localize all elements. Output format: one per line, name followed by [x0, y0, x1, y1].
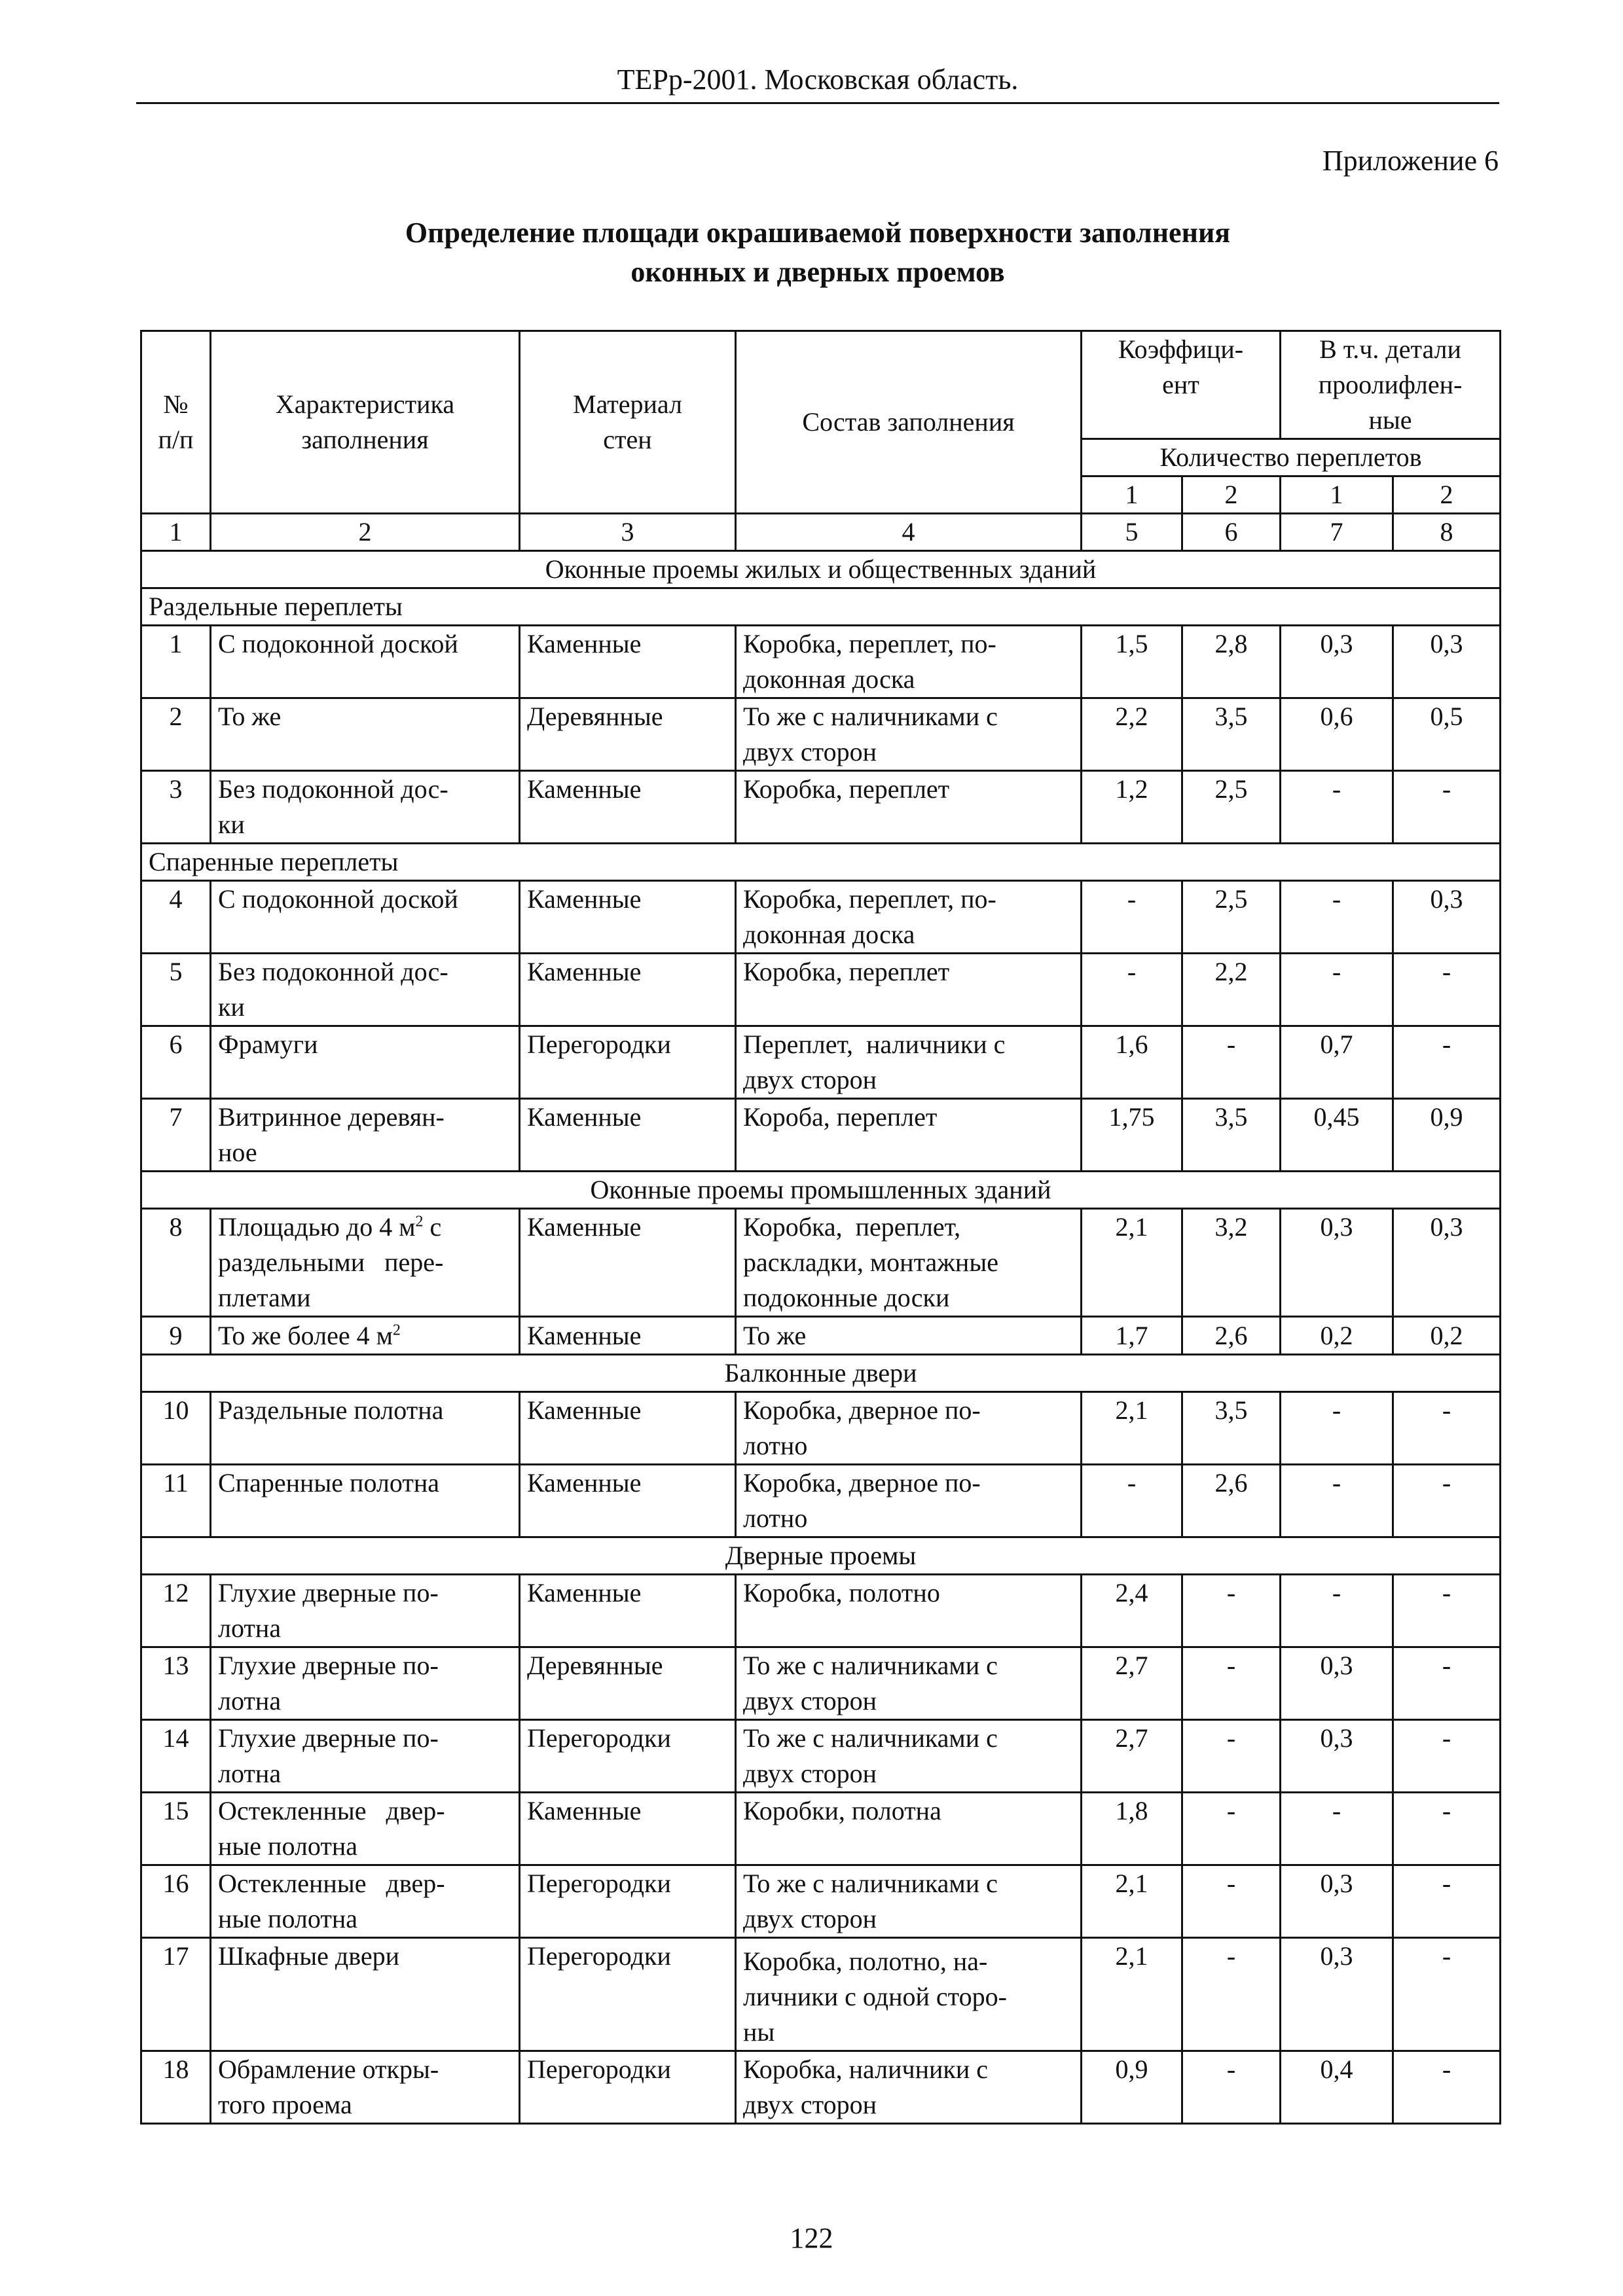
- row-number: 10: [141, 1392, 211, 1465]
- header-coefficient: Коэффици- ент: [1082, 331, 1281, 439]
- header-sub-3: 1: [1281, 476, 1393, 514]
- cell-detail-1: 0,45: [1281, 1099, 1393, 1172]
- superscript: 2: [415, 1213, 424, 1230]
- cell-detail-1: 0,7: [1281, 1026, 1393, 1099]
- cell-material: Перегородки: [520, 1026, 736, 1099]
- cell-detail-2: -: [1393, 1392, 1501, 1465]
- table-row: [141, 1793, 1501, 1865]
- cell-coef-2: 2,5: [1182, 881, 1281, 954]
- cell-detail-1: -: [1281, 1392, 1393, 1465]
- cell-detail-1: 0,3: [1281, 1209, 1393, 1317]
- cell-material: Каменные: [520, 954, 736, 1026]
- cell-coef-1: 1,2: [1082, 771, 1182, 844]
- cell-detail-1: 0,6: [1281, 698, 1393, 771]
- column-number-row: [141, 514, 1501, 551]
- cell-detail-2: -: [1393, 1465, 1501, 1537]
- cell-detail-1: -: [1281, 1465, 1393, 1537]
- cell-composition: То же с наличниками с двух сторон: [736, 1720, 1082, 1793]
- table-row: [141, 626, 1501, 698]
- col-number: 5: [1082, 514, 1182, 551]
- char-text-a: То же более 4 м: [218, 1321, 393, 1350]
- table-row: [141, 1209, 1501, 1317]
- cell-detail-1: -: [1281, 1793, 1393, 1865]
- cell-material: Каменные: [520, 1575, 736, 1647]
- cell-coef-2: -: [1182, 2051, 1281, 2124]
- cell-detail-1: -: [1281, 881, 1393, 954]
- cell-characteristic: Обрамление откры- того проема: [211, 2051, 520, 2124]
- cell-material: Перегородки: [520, 1938, 736, 2051]
- cell-characteristic: Глухие дверные по- лотна: [211, 1720, 520, 1793]
- table-row: [141, 1865, 1501, 1938]
- cell-characteristic: Фрамуги: [211, 1026, 520, 1099]
- header-incl-details: В т.ч. детали проолифлен- ные: [1281, 331, 1501, 439]
- cell-detail-1: 0,3: [1281, 626, 1393, 698]
- cell-material: Каменные: [520, 1392, 736, 1465]
- cell-coef-1: -: [1082, 881, 1182, 954]
- cell-coef-2: 2,5: [1182, 771, 1281, 844]
- cell-coef-1: 2,2: [1082, 698, 1182, 771]
- header-characteristic: Характеристика заполнения: [211, 331, 520, 514]
- cell-coef-1: 1,5: [1082, 626, 1182, 698]
- cell-material: Каменные: [520, 771, 736, 844]
- row-number: 13: [141, 1647, 211, 1720]
- section-heading: Оконные проемы промышленных зданий: [141, 1172, 1501, 1209]
- col-number: 7: [1281, 514, 1393, 551]
- cell-material: Перегородки: [520, 1865, 736, 1938]
- cell-coef-2: -: [1182, 1647, 1281, 1720]
- cell-coef-1: 0,9: [1082, 2051, 1182, 2124]
- cell-composition: Коробка, полотно: [736, 1575, 1082, 1647]
- cell-material: Каменные: [520, 1793, 736, 1865]
- row-number: 2: [141, 698, 211, 771]
- header-sub-2: 2: [1182, 476, 1281, 514]
- cell-coef-2: 2,6: [1182, 1465, 1281, 1537]
- row-number: 6: [141, 1026, 211, 1099]
- title-line-2: оконных и дверных проемов: [630, 256, 1005, 288]
- cell-composition: Коробка, переплет, по- доконная доска: [736, 626, 1082, 698]
- cell-detail-1: 0,3: [1281, 1720, 1393, 1793]
- cell-coef-2: -: [1182, 1865, 1281, 1938]
- row-number: 1: [141, 626, 211, 698]
- cell-material: Каменные: [520, 1465, 736, 1537]
- cell-characteristic: С подоконной доской: [211, 626, 520, 698]
- row-number: 5: [141, 954, 211, 1026]
- cell-detail-1: -: [1281, 771, 1393, 844]
- cell-composition: Коробка, наличники с двух сторон: [736, 2051, 1082, 2124]
- cell-characteristic: Витринное деревян- ное: [211, 1099, 520, 1172]
- cell-material: Каменные: [520, 1209, 736, 1317]
- header-sub-1: 1: [1082, 476, 1182, 514]
- cell-coef-1: 2,1: [1082, 1209, 1182, 1317]
- cell-characteristic: Глухие дверные по- лотна: [211, 1647, 520, 1720]
- row-number: 8: [141, 1209, 211, 1317]
- cell-coef-2: 3,5: [1182, 698, 1281, 771]
- cell-characteristic: Без подоконной дос- ки: [211, 771, 520, 844]
- cell-detail-2: 0,5: [1393, 698, 1501, 771]
- cell-material: Каменные: [520, 881, 736, 954]
- cell-coef-2: -: [1182, 1720, 1281, 1793]
- cell-detail-1: 0,3: [1281, 1647, 1393, 1720]
- cell-detail-1: 0,4: [1281, 2051, 1393, 2124]
- cell-coef-1: 2,7: [1082, 1647, 1182, 1720]
- cell-characteristic: [211, 1209, 520, 1317]
- table-row: [141, 771, 1501, 844]
- table-row: [141, 1938, 1501, 2051]
- cell-detail-2: -: [1393, 1647, 1501, 1720]
- table-row: [141, 1026, 1501, 1099]
- cell-composition: Коробка, переплет: [736, 954, 1082, 1026]
- cell-coef-2: 2,8: [1182, 626, 1281, 698]
- cell-characteristic: С подоконной доской: [211, 881, 520, 954]
- cell-characteristic: Остекленные двер- ные полотна: [211, 1865, 520, 1938]
- col-number: 8: [1393, 514, 1501, 551]
- cell-detail-2: -: [1393, 954, 1501, 1026]
- cell-detail-2: -: [1393, 1575, 1501, 1647]
- cell-material: Каменные: [520, 626, 736, 698]
- cell-detail-2: -: [1393, 1865, 1501, 1938]
- row-number: 3: [141, 771, 211, 844]
- cell-coef-2: -: [1182, 1938, 1281, 2051]
- row-number: 11: [141, 1465, 211, 1537]
- table-row: [141, 1392, 1501, 1465]
- row-number: 7: [141, 1099, 211, 1172]
- cell-material: Перегородки: [520, 2051, 736, 2124]
- cell-coef-2: -: [1182, 1575, 1281, 1647]
- cell-composition: Короба, переплет: [736, 1099, 1082, 1172]
- header-composition: Состав заполнения: [736, 331, 1082, 514]
- col-number: 2: [211, 514, 520, 551]
- row-number: 15: [141, 1793, 211, 1865]
- cell-composition: Коробка, дверное по- лотно: [736, 1465, 1082, 1537]
- cell-composition: То же с наличниками с двух сторон: [736, 1865, 1082, 1938]
- cell-coef-1: 2,7: [1082, 1720, 1182, 1793]
- cell-coef-1: 1,8: [1082, 1793, 1182, 1865]
- cell-detail-2: 0,3: [1393, 626, 1501, 698]
- section-heading: Дверные проемы: [141, 1537, 1501, 1575]
- cell-coef-1: -: [1082, 1465, 1182, 1537]
- row-number: 9: [141, 1317, 211, 1355]
- cell-composition: Коробка, переплет: [736, 771, 1082, 844]
- cell-detail-1: 0,2: [1281, 1317, 1393, 1355]
- header-material: Материал стен: [520, 331, 736, 514]
- cell-coef-2: -: [1182, 1793, 1281, 1865]
- cell-detail-2: -: [1393, 771, 1501, 844]
- cell-coef-1: -: [1082, 954, 1182, 1026]
- cell-detail-1: 0,3: [1281, 1938, 1393, 2051]
- cell-characteristic: Спаренные полотна: [211, 1465, 520, 1537]
- cell-detail-2: -: [1393, 1793, 1501, 1865]
- cell-composition: То же: [736, 1317, 1082, 1355]
- header-num: № п/п: [141, 331, 211, 514]
- cell-characteristic: Шкафные двери: [211, 1938, 520, 2051]
- table-row: [141, 954, 1501, 1026]
- table-row: [141, 881, 1501, 954]
- cell-composition: Коробки, полотна: [736, 1793, 1082, 1865]
- page-header: ТЕРр-2001. Московская область.: [617, 63, 1019, 96]
- row-number: 18: [141, 2051, 211, 2124]
- painting-area-table: [140, 330, 1501, 2125]
- section-heading: Оконные проемы жилых и общественных зданий: [141, 551, 1501, 588]
- row-number: 12: [141, 1575, 211, 1647]
- cell-detail-2: 0,2: [1393, 1317, 1501, 1355]
- table-row: [141, 2051, 1501, 2124]
- cell-coef-1: 2,1: [1082, 1865, 1182, 1938]
- cell-composition: Коробка, полотно, на- личники с одной сторо- ны: [736, 1938, 1082, 2051]
- group-heading: Раздельные переплеты: [141, 588, 1501, 626]
- cell-detail-1: -: [1281, 1575, 1393, 1647]
- cell-composition: Коробка, дверное по- лотно: [736, 1392, 1082, 1465]
- document-title: [136, 213, 1499, 292]
- col-number: 4: [736, 514, 1082, 551]
- cell-detail-2: 0,3: [1393, 881, 1501, 954]
- cell-coef-2: 3,2: [1182, 1209, 1281, 1317]
- cell-detail-2: -: [1393, 1938, 1501, 2051]
- table-row: [141, 1647, 1501, 1720]
- cell-coef-1: 1,75: [1082, 1099, 1182, 1172]
- cell-coef-2: 2,2: [1182, 954, 1281, 1026]
- cell-material: Перегородки: [520, 1720, 736, 1793]
- group-heading: Спаренные переплеты: [141, 844, 1501, 881]
- table-row: [141, 1465, 1501, 1537]
- page-number: 122: [790, 2222, 833, 2254]
- cell-coef-1: 2,4: [1082, 1575, 1182, 1647]
- cell-coef-1: 2,1: [1082, 1938, 1182, 2051]
- cell-material: Каменные: [520, 1099, 736, 1172]
- cell-composition: Коробка, переплет, по- доконная доска: [736, 881, 1082, 954]
- cell-characteristic: [211, 1317, 520, 1355]
- header-frames-count: Количество переплетов: [1082, 439, 1501, 476]
- header-sub-4: 2: [1393, 476, 1501, 514]
- char-text-a: Площадью до 4 м: [218, 1212, 416, 1242]
- appendix-label: Приложение 6: [1322, 145, 1499, 177]
- cell-material: Каменные: [520, 1317, 736, 1355]
- cell-coef-2: -: [1182, 1026, 1281, 1099]
- cell-coef-2: 2,6: [1182, 1317, 1281, 1355]
- cell-detail-1: -: [1281, 954, 1393, 1026]
- table-row: [141, 1317, 1501, 1355]
- cell-characteristic: Остекленные двер- ные полотна: [211, 1793, 520, 1865]
- cell-material: Деревянные: [520, 698, 736, 771]
- cell-detail-2: -: [1393, 1026, 1501, 1099]
- cell-composition: То же с наличниками с двух сторон: [736, 1647, 1082, 1720]
- cell-coef-2: 3,5: [1182, 1099, 1281, 1172]
- cell-detail-2: 0,3: [1393, 1209, 1501, 1317]
- title-line-1: Определение площади окрашиваемой поверхности заполнения: [405, 217, 1231, 249]
- cell-coef-2: 3,5: [1182, 1392, 1281, 1465]
- table-row: [141, 1099, 1501, 1172]
- col-number: 3: [520, 514, 736, 551]
- col-number: 1: [141, 514, 211, 551]
- cell-coef-1: 2,1: [1082, 1392, 1182, 1465]
- table-row: [141, 698, 1501, 771]
- superscript: 2: [392, 1321, 401, 1339]
- cell-detail-2: -: [1393, 2051, 1501, 2124]
- cell-characteristic: То же: [211, 698, 520, 771]
- cell-characteristic: Без подоконной дос- ки: [211, 954, 520, 1026]
- row-number: 17: [141, 1938, 211, 2051]
- section-heading: Балконные двери: [141, 1355, 1501, 1392]
- cell-detail-2: -: [1393, 1720, 1501, 1793]
- cell-material: Деревянные: [520, 1647, 736, 1720]
- cell-composition: То же с наличниками с двух сторон: [736, 698, 1082, 771]
- table-row: [141, 1575, 1501, 1647]
- cell-coef-1: 1,7: [1082, 1317, 1182, 1355]
- col-number: 6: [1182, 514, 1281, 551]
- cell-characteristic: Раздельные полотна: [211, 1392, 520, 1465]
- cell-detail-2: 0,9: [1393, 1099, 1501, 1172]
- cell-composition: Переплет, наличники с двух сторон: [736, 1026, 1082, 1099]
- cell-coef-1: 1,6: [1082, 1026, 1182, 1099]
- cell-characteristic: Глухие дверные по- лотна: [211, 1575, 520, 1647]
- cell-composition: Коробка, переплет, раскладки, монтажные подоконные доски: [736, 1209, 1082, 1317]
- table-row: [141, 1720, 1501, 1793]
- row-number: 14: [141, 1720, 211, 1793]
- header-rule: [136, 102, 1499, 104]
- row-number: 16: [141, 1865, 211, 1938]
- row-number: 4: [141, 881, 211, 954]
- char-text-b: с раздельными пере- плетами: [218, 1212, 444, 1312]
- cell-detail-1: 0,3: [1281, 1865, 1393, 1938]
